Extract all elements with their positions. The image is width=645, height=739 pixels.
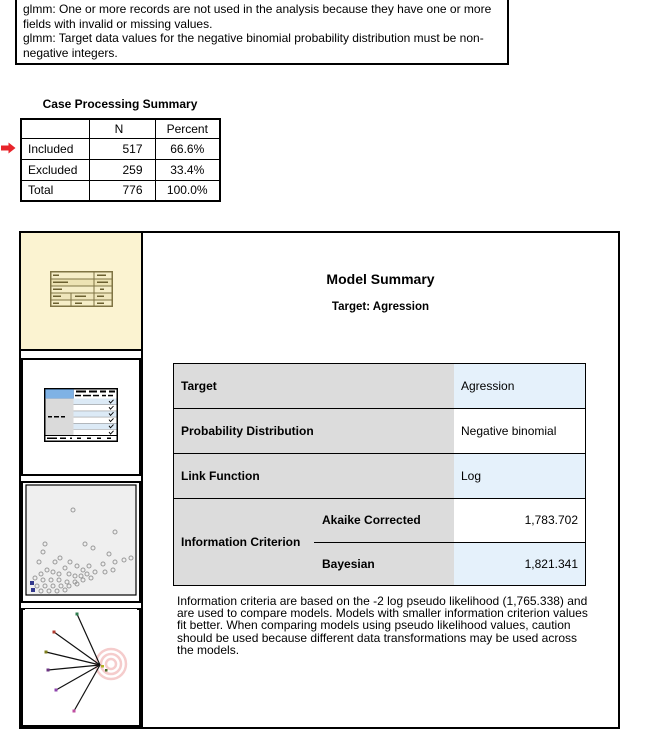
thumbnail-strip — [21, 233, 143, 727]
data-structure-table-icon — [44, 388, 118, 447]
sub-row-value: 1,783.702 — [454, 499, 585, 542]
table-row-included — [21, 138, 220, 159]
predicted-by-observed-scatter-icon — [25, 484, 137, 601]
row-label: Link Function — [174, 454, 454, 498]
row-label: Excluded — [21, 159, 89, 180]
row-value: Agression — [454, 364, 585, 408]
sub-row-label: Bayesian — [314, 543, 454, 586]
case-processing-title: Case Processing Summary — [42, 97, 198, 111]
thumbnail-model-summary[interactable] — [21, 233, 141, 351]
sub-row-bayesian — [314, 543, 585, 586]
table-row-total — [21, 180, 220, 201]
table-row-link-function — [174, 454, 585, 499]
row-label: Included — [21, 138, 89, 159]
case-processing-table — [20, 118, 221, 202]
n-value: 776 — [89, 180, 155, 201]
warnings-log — [15, 0, 509, 65]
model-summary-table-icon — [50, 271, 113, 312]
warning-text: glmm: Target data values for the negative binomial probability distribution must be non-negative integers. — [23, 31, 484, 60]
sub-row-akaike — [314, 499, 585, 543]
row-label: Information Criterion — [174, 499, 314, 585]
sub-row-value: 1,821.341 — [454, 543, 585, 586]
percent-value: 100.0% — [155, 180, 220, 201]
selected-row-arrow-icon — [1, 141, 16, 159]
row-value: Negative binomial — [454, 409, 585, 453]
table-row-target — [174, 364, 585, 409]
thumbnail-predicted-by-observed[interactable] — [21, 481, 141, 603]
model-viewer-panel — [19, 231, 620, 729]
column-header-percent: Percent — [155, 119, 220, 138]
corner-cell — [21, 119, 89, 138]
row-label: Probability Distribution — [174, 409, 454, 453]
row-label: Target — [174, 364, 454, 408]
thumbnail-fixed-effects[interactable] — [21, 608, 141, 727]
column-header-n: N — [89, 119, 155, 138]
model-viewer-content — [143, 233, 618, 727]
fixed-effects-diagram-icon — [25, 609, 137, 727]
warning-text: glmm: One or more records are not used in the analysis because they have one or more fields with invalid or missing values. — [23, 2, 492, 31]
table-row-excluded — [21, 159, 220, 180]
row-value: Log — [454, 454, 585, 498]
percent-value: 33.4% — [155, 159, 220, 180]
page-title: Model Summary — [326, 271, 435, 287]
percent-value: 66.6% — [155, 138, 220, 159]
thumbnail-data-structure[interactable] — [21, 358, 141, 476]
table-row-information-criterion — [174, 499, 585, 585]
table-header-row — [21, 119, 220, 138]
n-value: 517 — [89, 138, 155, 159]
page-subtitle: Target: Agression — [331, 301, 430, 313]
table-footnote: Information criteria are based on the -2 log pseudo likelihood (1,765.338) and are used to compare models. Models with smaller information criterion values fit better. When comparing models using pseudo likelihood values, caution should be used because different data transformations may be used across the models. — [177, 594, 588, 657]
n-value: 259 — [89, 159, 155, 180]
model-summary-table — [173, 363, 586, 586]
table-row-probability-distribution — [174, 409, 585, 454]
sub-row-label: Akaike Corrected — [314, 499, 454, 542]
row-label: Total — [21, 180, 89, 201]
